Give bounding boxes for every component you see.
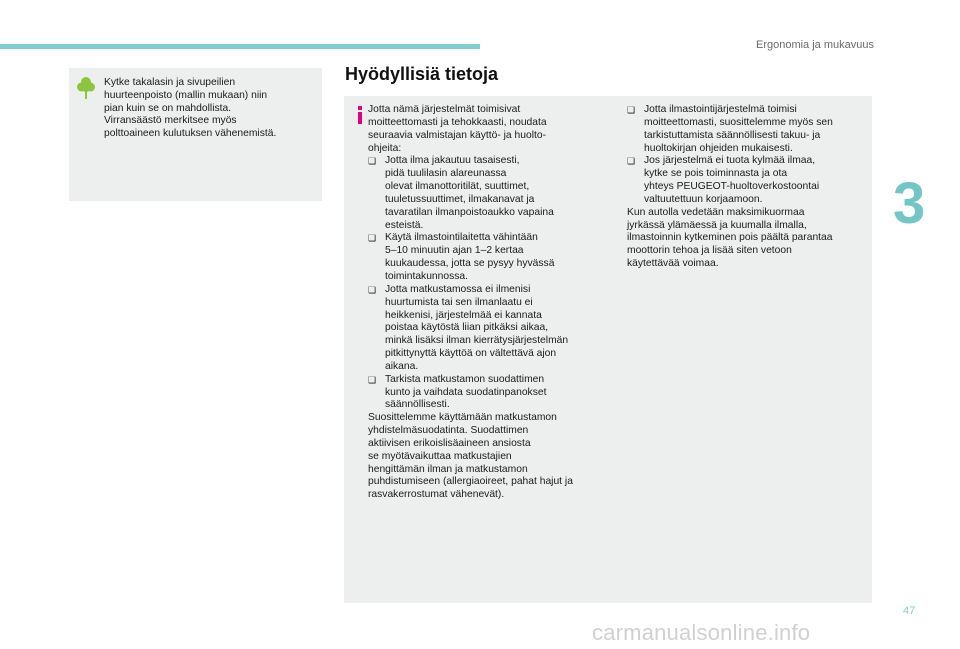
info-icon <box>353 106 367 124</box>
text-line: käytettävää voimaa. <box>627 258 719 270</box>
text-line: 5–10 minuutin ajan 1–2 kertaa <box>385 245 524 257</box>
paragraph <box>368 412 611 502</box>
bullet-item <box>627 155 872 206</box>
paragraph <box>368 104 611 155</box>
text-line: tarkistuttamista säännöllisesti takuu- ja <box>644 129 821 141</box>
bullet-item <box>368 284 611 374</box>
text-line: huoltokirjan ohjeiden mukaisesti. <box>644 142 793 154</box>
text-line: valtuutettuun korjaamoon. <box>644 193 763 205</box>
text-line: Jotta nämä järjestelmät toimisivat <box>368 104 521 115</box>
text-line: moottorin tehoa ja lisää siten vetoon <box>627 245 792 257</box>
bullet-item <box>368 155 611 232</box>
text-line: toimintakunnossa. <box>385 270 468 282</box>
text-line: hengittämän ilman ja matkustamon <box>368 463 528 475</box>
text-line: pian kuin se on mahdollista. <box>104 102 232 114</box>
text-line: pidä tuulilasin alareunassa <box>385 168 507 180</box>
text-line: Virransäästö merkitsee myös <box>104 115 237 127</box>
watermark-text: carmanualsonline.info <box>592 620 811 645</box>
text-line: moitteettomasti, suosittelemme myös sen <box>644 116 833 128</box>
text-line: kuukaudessa, jotta se pysyy hyvässä <box>385 258 555 270</box>
text-line: pitkittynyttä käyttöä on vältettävä ajon <box>385 348 557 360</box>
text-line: polttoaineen kulutuksen vähenemistä. <box>104 128 277 140</box>
text-line: tuuletussuuttimet, ilmakanavat ja <box>385 193 535 205</box>
text-line: ohjeita: <box>368 142 402 154</box>
text-line: moitteettomasti ja tehokkaasti, noudata <box>368 116 547 128</box>
text-line: rasvakerrostumat vähenevät). <box>368 489 505 501</box>
text-line: tavaratilan ilmanpoistoaukko vapaina <box>385 206 554 218</box>
info-column-right <box>627 104 872 271</box>
header-accent-bar <box>0 44 480 49</box>
text-line: Kun autolla vedetään maksimikuormaa <box>627 206 805 218</box>
eco-note-box <box>69 68 322 201</box>
info-box <box>344 96 872 603</box>
text-line: seuraavia valmistajan käyttö- ja huolto- <box>368 129 546 141</box>
text-line: Suosittelemme käyttämään matkustamon <box>368 412 557 424</box>
text-line: yhteys PEUGEOT-huoltoverkostoontai <box>644 181 820 193</box>
bullet-item <box>627 104 872 155</box>
bullet-item <box>368 374 611 413</box>
bullet-marker-icon: ❑ <box>368 284 377 295</box>
text-line: poistaa käytöstä liian pitkäksi aikaa, <box>385 322 549 334</box>
text-line: huurtumista tai sen ilmanlaatu ei <box>385 296 533 308</box>
text-line: se myötävaikuttaa matkustajien <box>368 450 512 462</box>
chapter-number: 3 <box>893 171 926 236</box>
text-line: puhdistumiseen (allergiaoireet, pahat hajut ja <box>368 476 573 488</box>
bullet-marker-icon: ❑ <box>627 105 636 115</box>
page-number: 47 <box>903 605 916 617</box>
eco-note-text <box>104 77 319 141</box>
text-line: Jotta ilmastointijärjestelmä toimisi <box>644 104 797 115</box>
bullet-marker-icon: ❑ <box>368 374 377 385</box>
chapter-header-title: Ergonomia ja mukavuus <box>755 39 874 51</box>
text-line: heikkenisi, järjestelmää ei kannata <box>385 309 542 321</box>
info-column-left <box>368 104 611 502</box>
text-line: minkä lisäksi ilman kierrätysjärjestelmän <box>385 335 569 347</box>
paragraph <box>627 207 872 271</box>
text-line: Jos järjestelmä ei tuota kylmää ilmaa, <box>644 155 816 167</box>
section-title: Hyödyllisiä tietoja <box>345 64 499 84</box>
text-line: kytke se pois toiminnasta ja ota <box>644 168 788 180</box>
text-line: jyrkässä ylämäessä ja kuumalla ilmalla, <box>627 219 807 231</box>
text-line: Kytke takalasin ja sivupeilien <box>104 77 236 88</box>
text-line: Jotta ilma jakautuu tasaisesti, <box>385 155 520 167</box>
text-line: yhdistelmäsuodatinta. Suodattimen <box>368 425 529 437</box>
text-line: kunto ja vaihdata suodatinpanokset <box>385 386 547 398</box>
text-line: aktiivisen erikoislisäaineen ansiosta <box>368 437 531 449</box>
text-line: Tarkista matkustamon suodattimen <box>385 373 545 385</box>
bullet-marker-icon: ❑ <box>627 156 636 167</box>
eco-leaf-icon <box>77 76 95 100</box>
bullet-marker-icon: ❑ <box>368 156 377 167</box>
text-line: olevat ilmanottoritilät, suuttimet, <box>385 181 530 193</box>
text-line: ilmastoinnin kytkeminen pois päältä parantaa <box>627 232 833 244</box>
text-line: huurteenpoisto (mallin mukaan) niin <box>104 89 268 101</box>
bullet-item <box>368 232 611 283</box>
text-line: Jotta matkustamossa ei ilmenisi <box>385 283 531 295</box>
bullet-marker-icon: ❑ <box>368 233 377 244</box>
text-line: esteistä. <box>385 219 424 231</box>
text-line: säännöllisesti. <box>385 399 450 411</box>
text-line: Käytä ilmastointilaitetta vähintään <box>385 232 538 244</box>
text-line: aikana. <box>385 360 419 372</box>
